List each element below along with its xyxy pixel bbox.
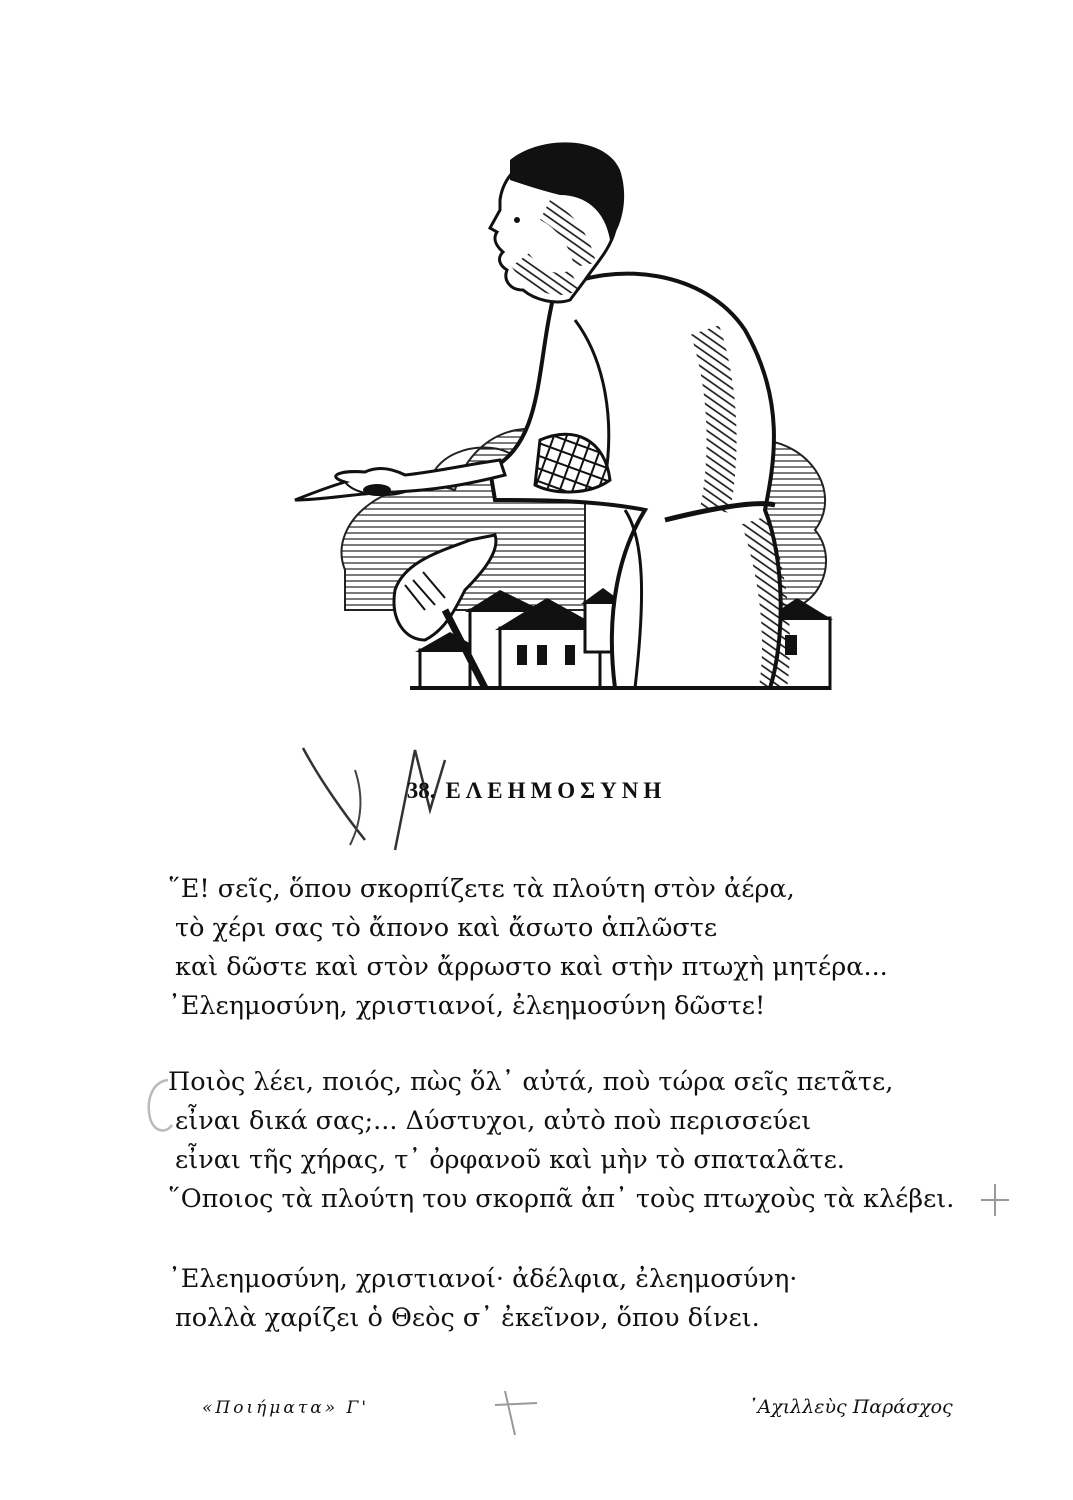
stanza-3 <box>168 1260 797 1338</box>
poem-line: τὸ χέρι σας τὸ ἄπονο καὶ ἄσωτο ἁπλῶστε <box>175 913 718 943</box>
poem-line: Ποιὸς λέει, ποιός, πὼς ὅλ᾿ αὐτά, ποὺ τώρα σεῖς πετᾶτε, <box>168 1067 894 1097</box>
poem-line: εἶναι δικά σας;... Δύστυχοι, αὐτὸ ποὺ περισσεύει <box>175 1106 812 1136</box>
poem-source: «Ποιήματα» Γ' <box>202 1398 369 1418</box>
poem-line: ᾿Ελεημοσύνη, χριστιανοί, ἐλεημοσύνη δῶστε! <box>168 991 766 1021</box>
poem-author: ᾿Αχιλλεὺς Παράσχος <box>748 1396 953 1418</box>
poem-line: εἶναι τῆς χήρας, τ᾿ ὀρφανοῦ καὶ μὴν τὸ σπαταλᾶτε. <box>175 1145 845 1175</box>
pencil-arrow-mark <box>485 1385 545 1445</box>
stanza-2 <box>168 1063 954 1219</box>
pencil-cross-mark <box>975 1180 1015 1220</box>
poem-line: ῞Οποιος τὰ πλούτη του σκορπᾶ ἀπ᾿ τοὺς πτωχοὺς τὰ κλέβει. <box>168 1184 955 1214</box>
poem-line: ᾿Ελεημοσύνη, χριστιανοί· ἀδέλφια, ἐλεημοσύνη· <box>168 1264 798 1294</box>
poem-line: ῞Ε! σεῖς, ὅπου σκορπίζετε τὰ πλούτη στὸν ἀέρα, <box>168 874 795 904</box>
poem-line: πολλὰ χαρίζει ὁ Θεὸς σ᾿ ἐκεῖνον, ὅπου δίνει. <box>175 1303 760 1333</box>
poem-title-text: ΕΛΕΗΜΟΣΥΝΗ <box>445 778 667 803</box>
poem-number: 38. <box>406 778 436 803</box>
poem-title <box>0 778 1073 804</box>
poem-line: καὶ δῶστε καὶ στὸν ἄρρωστο καὶ στὴν πτωχὴ μητέρα... <box>175 952 888 982</box>
beggar-illustration <box>285 140 840 690</box>
stanza-1 <box>168 870 888 1026</box>
